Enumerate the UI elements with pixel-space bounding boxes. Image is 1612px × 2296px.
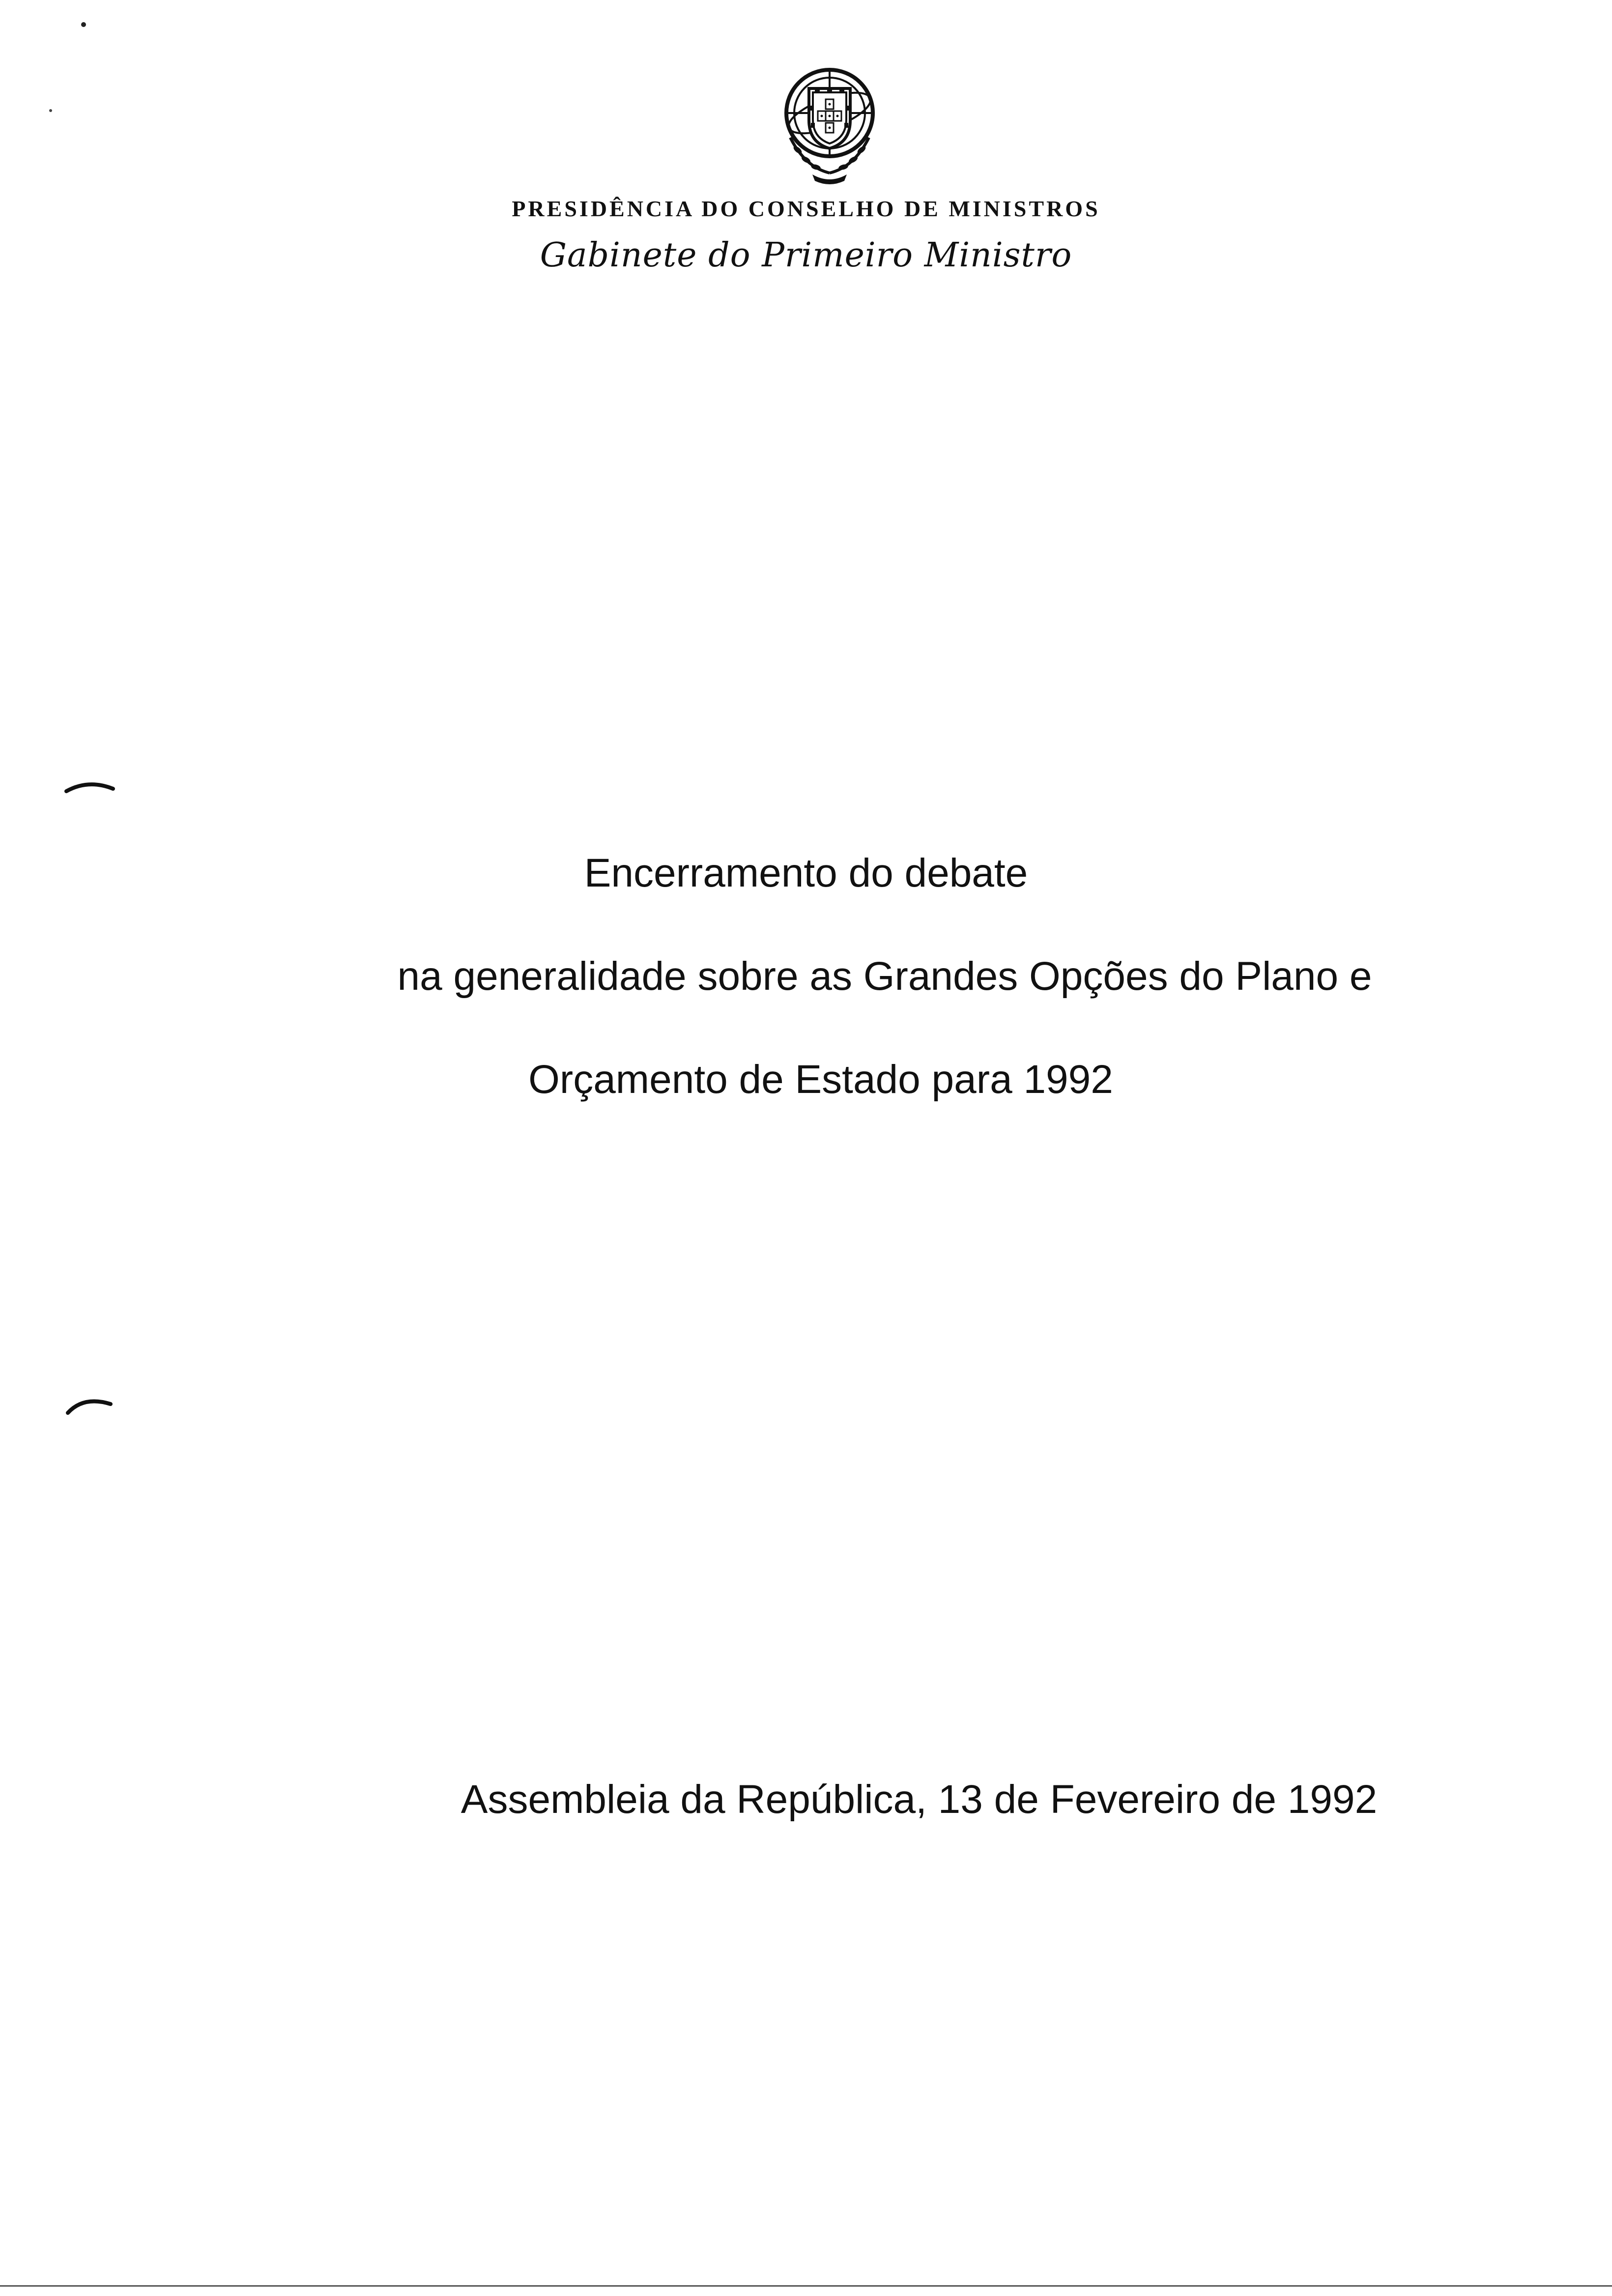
document-title-line-2: na generalidade sobre as Grandes Opções do Plano e bbox=[397, 954, 1372, 999]
punch-hole-mark-icon bbox=[64, 1393, 113, 1418]
document-title-line-1: Encerramento do debate bbox=[584, 851, 1028, 895]
institution-heading: PRESIDÊNCIA DO CONSELHO DE MINISTROS bbox=[512, 196, 1100, 221]
document-title-line-3: Orçamento de Estado para 1992 bbox=[528, 1057, 1113, 1102]
place-and-date: Assembleia da República, 13 de Fevereiro de 1992 bbox=[461, 1777, 1378, 1822]
scan-speck-icon bbox=[47, 106, 57, 115]
portugal-coat-of-arms-icon bbox=[771, 64, 889, 187]
scan-bottom-edge bbox=[0, 2285, 1612, 2287]
punch-hole-mark-icon bbox=[64, 776, 118, 796]
scan-speck-icon bbox=[79, 20, 88, 29]
office-subheading: Gabinete do Primeiro Ministro bbox=[540, 236, 1072, 275]
